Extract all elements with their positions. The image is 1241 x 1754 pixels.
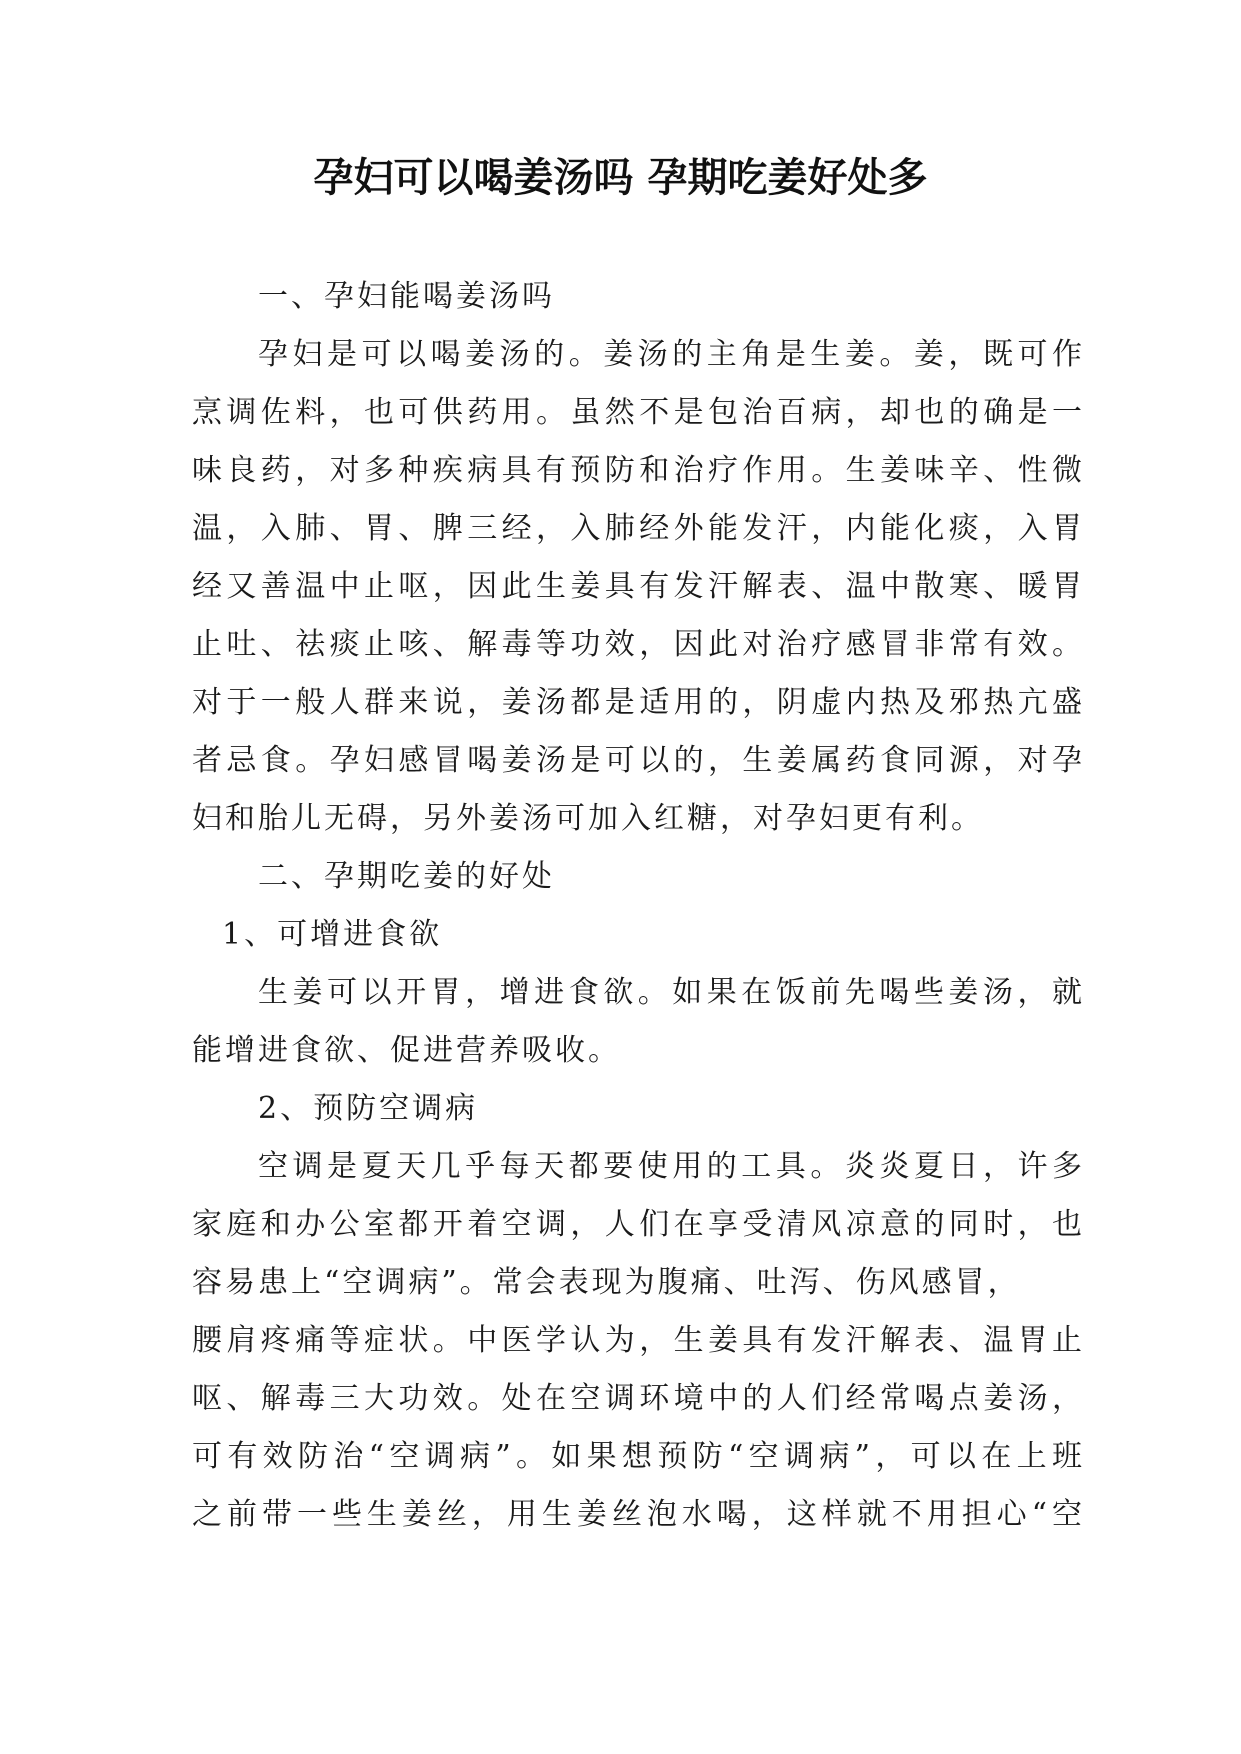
section-heading-1: 一、孕妇能喝姜汤吗 — [258, 279, 555, 314]
paragraph-line: 生姜可以开胃，增进食欲。如果在饭前先喝些姜汤，就 — [258, 975, 1082, 1010]
paragraph-line: 对于一般人群来说，姜汤都是适用的，阴虚内热及邪热亢盛 — [192, 685, 1082, 720]
document-title: 孕妇可以喝姜汤吗 孕期吃姜好处多 — [313, 155, 928, 201]
paragraph-line: 经又善温中止呕，因此生姜具有发汗解表、温中散寒、暖胃 — [192, 569, 1082, 604]
paragraph-line: 呕、解毒三大功效。处在空调环境中的人们经常喝点姜汤， — [192, 1381, 1082, 1416]
paragraph-line: 可有效防治“空调病”。如果想预防“空调病”，可以在上班 — [192, 1439, 1082, 1474]
paragraph-line: 腰肩疼痛等症状。中医学认为，生姜具有发汗解表、温胃止 — [192, 1323, 1082, 1358]
paragraph-line: 空调是夏天几乎每天都要使用的工具。炎炎夏日，许多 — [258, 1149, 1082, 1184]
paragraph-line: 能增进食欲、促进营养吸收。 — [192, 1033, 621, 1068]
paragraph-line: 温，入肺、胃、脾三经，入肺经外能发汗，内能化痰，入胃 — [192, 511, 1082, 546]
paragraph-line: 烹调佐料，也可供药用。虽然不是包治百病，却也的确是一 — [192, 395, 1082, 430]
section-heading-2: 二、孕期吃姜的好处 — [258, 859, 555, 894]
paragraph-line: 者忌食。孕妇感冒喝姜汤是可以的，生姜属药食同源，对孕 — [192, 743, 1082, 778]
paragraph-line: 孕妇是可以喝姜汤的。姜汤的主角是生姜。姜，既可作 — [258, 337, 1082, 372]
paragraph-line: 味良药，对多种疾病具有预防和治疗作用。生姜味辛、性微 — [192, 453, 1082, 488]
paragraph-line: 之前带一些生姜丝，用生姜丝泡水喝，这样就不用担心“空 — [192, 1497, 1082, 1532]
paragraph-line: 容易患上“空调病”。常会表现为腹痛、吐泻、伤风感冒， — [192, 1265, 1021, 1300]
document-body — [192, 268, 1082, 1544]
paragraph-line: 止吐、祛痰止咳、解毒等功效，因此对治疗感冒非常有效。 — [192, 627, 1082, 662]
paragraph-line: 妇和胎儿无碍，另外姜汤可加入红糖，对孕妇更有利。 — [192, 801, 984, 836]
subheading-2: 2、预防空调病 — [258, 1091, 479, 1126]
paragraph-line: 家庭和办公室都开着空调，人们在享受清风凉意的同时，也 — [192, 1207, 1082, 1242]
subheading-1: 1、可增进食欲 — [222, 917, 443, 952]
